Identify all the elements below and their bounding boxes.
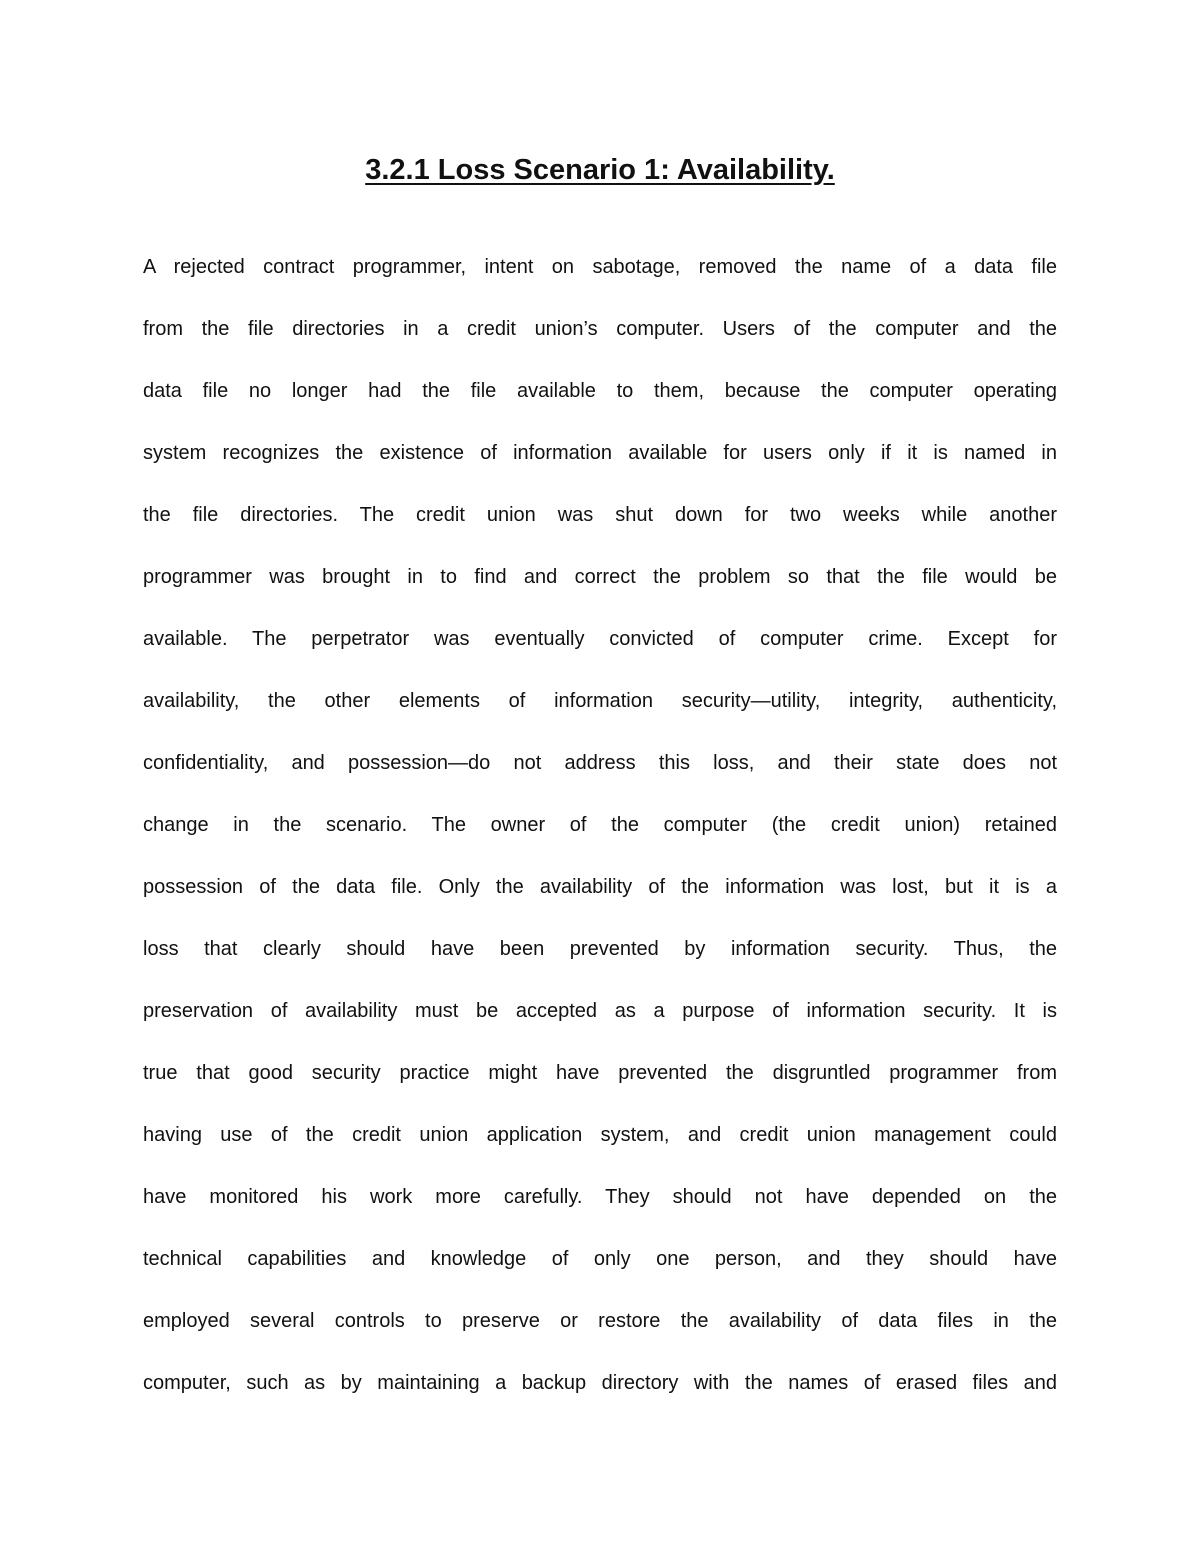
- paragraph-line: true that good security practice might have prevented the disgruntled programmer from: [143, 1062, 1057, 1084]
- paragraph-line: available. The perpetrator was eventually convicted of computer crime. Except for: [143, 628, 1057, 650]
- body-paragraph: [143, 236, 1057, 1414]
- paragraph-line: availability, the other elements of information security—utility, integrity, authenticity,: [143, 690, 1057, 712]
- paragraph-line: from the file directories in a credit union’s computer. Users of the computer and the: [143, 318, 1057, 340]
- paragraph-line: A rejected contract programmer, intent on sabotage, removed the name of a data file: [143, 256, 1057, 278]
- paragraph-line: computer, such as by maintaining a backup directory with the names of erased files and: [143, 1372, 1057, 1394]
- paragraph-line: having use of the credit union application system, and credit union management could: [143, 1124, 1057, 1146]
- paragraph-line: change in the scenario. The owner of the computer (the credit union) retained: [143, 814, 1057, 836]
- paragraph-line: loss that clearly should have been prevented by information security. Thus, the: [143, 938, 1057, 960]
- paragraph-line: employed several controls to preserve or restore the availability of data files in the: [143, 1310, 1057, 1332]
- paragraph-line: technical capabilities and knowledge of only one person, and they should have: [143, 1248, 1057, 1270]
- paragraph-line: possession of the data file. Only the availability of the information was lost, but it is a: [143, 876, 1057, 898]
- paragraph-line: have monitored his work more carefully. They should not have depended on the: [143, 1186, 1057, 1208]
- paragraph-line: system recognizes the existence of information available for users only if it is named in: [143, 442, 1057, 464]
- paragraph-line: programmer was brought in to find and correct the problem so that the file would be: [143, 566, 1057, 588]
- section-heading: 3.2.1 Loss Scenario 1: Availability.: [365, 154, 835, 186]
- paragraph-line: confidentiality, and possession—do not address this loss, and their state does not: [143, 752, 1057, 774]
- paragraph-line: the file directories. The credit union was shut down for two weeks while another: [143, 504, 1057, 526]
- paragraph-line: data file no longer had the file available to them, because the computer operating: [143, 380, 1057, 402]
- paragraph-line: preservation of availability must be accepted as a purpose of information security. It is: [143, 1000, 1057, 1022]
